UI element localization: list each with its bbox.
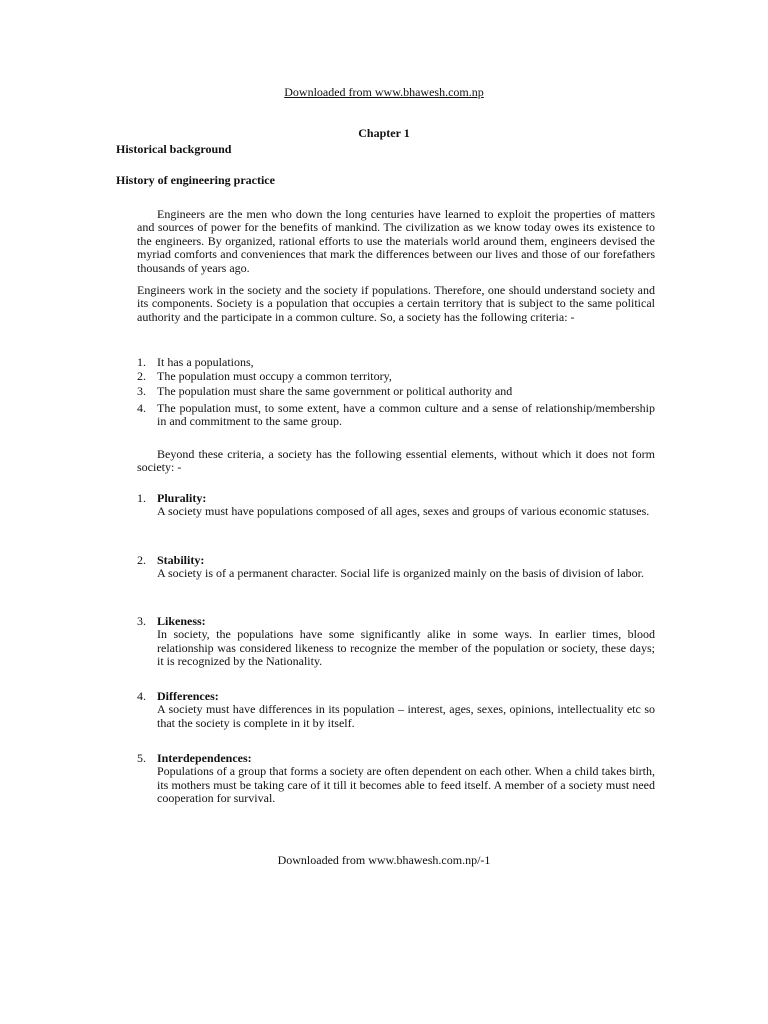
element-text: A society must have differences in its population – interest, ages, sexes, opinions, intellectuality etc so that the society is complete in it by itself.	[157, 702, 655, 730]
element-number: 1.	[137, 491, 146, 505]
society-paragraph: Engineers work in the society and the society if populations. Therefore, one should understand society and its components. Society is a population that occupies a certain territory that is subject to the same political authority and the participate in a common culture. So, a society has the following criteria: -	[137, 283, 655, 324]
section-title: Historical background	[116, 142, 232, 156]
element-number: 4.	[137, 689, 146, 703]
element-number: 2.	[137, 553, 146, 567]
element-title: Likeness:	[157, 614, 206, 628]
element-title: Interdependences:	[157, 751, 252, 765]
chapter-heading: Chapter 1	[358, 126, 410, 140]
element-text: Populations of a group that forms a society are often dependent on each other. When a child takes birth, its mothers must be taking care of it till it becomes able to feed itself. A member of a society must need cooperation for survival.	[157, 764, 655, 806]
list-item-number: 4.	[137, 401, 146, 415]
header-download-link[interactable]: Downloaded from www.bhawesh.com.np	[284, 85, 484, 99]
subsection-title: History of engineering practice	[116, 173, 275, 187]
beyond-paragraph: Beyond these criteria, a society has the following essential elements, without which it does not form society: -	[137, 447, 655, 475]
element-text: A society must have populations composed of all ages, sexes and groups of various economic statuses.	[157, 504, 650, 519]
list-item-number: 2.	[137, 369, 146, 383]
list-item-text: The population must, to some extent, have a common culture and a sense of relationship/membership in and commitment to the same group.	[157, 401, 655, 429]
element-number: 3.	[137, 614, 146, 628]
element-text: A society is of a permanent character. Social life is organized mainly on the basis of division of labor.	[157, 566, 644, 581]
list-item-number: 3.	[137, 384, 146, 398]
list-item-text: The population must share the same government or political authority and	[157, 384, 513, 398]
intro-paragraph: Engineers are the men who down the long centuries have learned to exploit the properties of matters and sources of power for the benefits of mankind. The civilization as we know today owes its existence to the engineers. By organized, rational efforts to use the materials world around them, engineers devised the myriad comforts and conveniences that mark the differences between our lives and those of our forefathers thousands of years ago.	[137, 207, 655, 275]
element-text: In society, the populations have some significantly alike in some ways. In earlier times, blood relationship was considered likeness to recognize the member of the population or society, these days; it is recognized by the Nationality.	[157, 627, 655, 669]
element-title: Differences:	[157, 689, 219, 703]
list-item-text: The population must occupy a common territory,	[157, 369, 392, 383]
footer-download-text: Downloaded from www.bhawesh.com.np/-1	[277, 853, 491, 867]
list-item-text: It has a populations,	[157, 355, 254, 369]
element-title: Stability:	[157, 553, 205, 567]
list-item-number: 1.	[137, 355, 146, 369]
element-number: 5.	[137, 751, 146, 765]
element-title: Plurality:	[157, 491, 207, 505]
